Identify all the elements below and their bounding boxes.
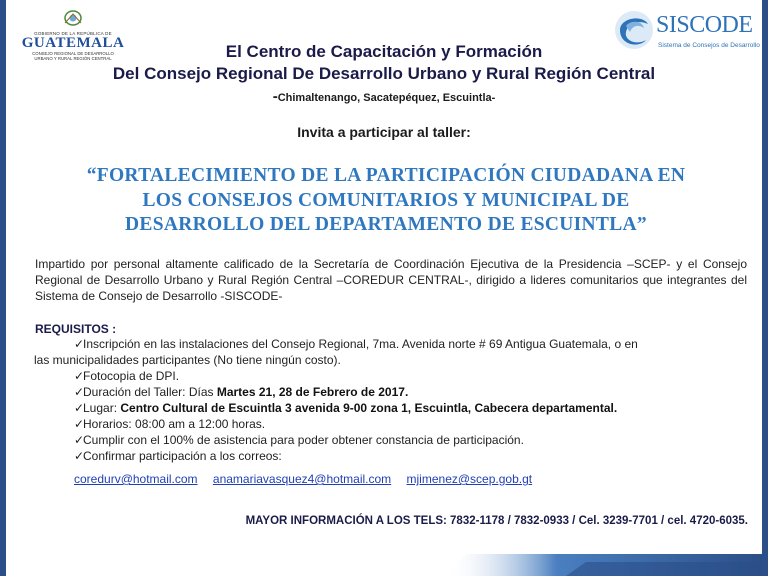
intro-paragraph: Impartido por personal altamente calificado de la Secretaría de Coordinación Ejecutiva de la Presidencia –SCEP- y el Consejo Regional de Desarrollo Urbano y Rural Región Central –COREDUR CENTRAL-, dirigido a lideres comunitarios que integrantes del Sistema de Consejo de Desarrollo -SISCODE- <box>35 257 747 303</box>
email-link-coredur[interactable]: coredurv@hotmail.com <box>74 472 198 486</box>
requirements-label: REQUISITOS : <box>35 322 117 336</box>
invite-line: Invita a participar al taller: <box>297 124 471 140</box>
requirement-text: Cumplir con el 100% de asistencia para poder obtener constancia de participación. <box>83 433 524 447</box>
email-link-scep[interactable]: mjimenez@scep.gob.gt <box>406 472 533 486</box>
header-line-3 <box>6 88 762 105</box>
siscode-subtitle: Sistema de Consejos de Desarrollo <box>658 42 760 49</box>
requirement-item <box>74 384 746 400</box>
requirement-item <box>74 400 746 416</box>
coat-of-arms-icon <box>60 10 86 26</box>
requirement-item <box>74 448 746 464</box>
checkmark-icon: ✓ <box>74 385 85 399</box>
requirement-text: Fotocopia de DPI. <box>83 369 180 383</box>
contact-phones: MAYOR INFORMACIÓN A LOS TELS: 7832-1178 / 7832-0933 / Cel. 3239-7701 / cel. 4720-6035. <box>245 515 748 527</box>
workshop-venue: Centro Cultural de Escuintla 3 avenida 9-00 zona 1, Escuintla, Cabecera departamental. <box>120 401 618 415</box>
requirement-text: Inscripción en las instalaciones del Consejo Regional, 7ma. Avenida norte # 69 Antigua Guatemala, o en <box>83 337 638 351</box>
siscode-name: SISCODE <box>656 12 753 38</box>
checkmark-icon: ✓ <box>74 401 85 415</box>
checkmark-icon: ✓ <box>74 449 85 463</box>
requirement-item <box>74 416 746 432</box>
requirement-text: Duración del Taller: Días <box>83 385 217 399</box>
checkmark-icon: ✓ <box>74 369 85 383</box>
requirement-text-continued: las municipalidades participantes (No tiene ningún costo). <box>34 353 341 367</box>
logo-sub-line-2: URBANO Y RURAL REGIÓN CENTRAL <box>34 56 112 61</box>
workshop-dates: Martes 21, 28 de Febrero de 2017. <box>216 385 409 399</box>
requirement-text: Confirmar participación a los correos: <box>83 449 282 463</box>
requirement-text: Lugar: <box>83 401 121 415</box>
checkmark-icon: ✓ <box>74 337 85 351</box>
requirement-item <box>74 368 746 384</box>
checkmark-icon: ✓ <box>74 417 85 431</box>
header-departments: Chimaltenango, Sacatepéquez, Escuintla- <box>277 92 496 104</box>
requirement-text: Horarios: 08:00 am a 12:00 horas. <box>83 417 266 431</box>
flyer-page <box>6 0 762 576</box>
checkmark-icon: ✓ <box>74 433 85 447</box>
header-line-2: Del Consejo Regional De Desarrollo Urbano y Rural Región Central <box>112 64 656 83</box>
logo-top-line: GOBIERNO DE LA REPÚBLICA DE <box>34 31 112 36</box>
decorative-bottom-bar <box>446 546 762 576</box>
requirement-item <box>74 432 746 448</box>
requirements-list <box>34 336 746 464</box>
workshop-title-line-3: DESARROLLO DEL DEPARTAMENTO DE ESCUINTLA” <box>125 214 647 235</box>
workshop-title-line-2: LOS CONSEJOS COMUNITARIOS Y MUNICIPAL DE <box>142 189 630 211</box>
email-link-anamaria[interactable]: anamariavasquez4@hotmail.com <box>212 472 392 486</box>
header-dash: - <box>272 88 278 105</box>
workshop-title-line-1: “FORTALECIMIENTO DE LA PARTICIPACIÓN CIUDADANA EN <box>86 165 686 186</box>
logo-sub-line-1: CONSEJO REGIONAL DE DESARROLLO <box>32 51 114 56</box>
requirement-item <box>34 336 746 368</box>
header-line-1: El Centro de Capacitación y Formación <box>225 42 543 61</box>
logo-country: GUATEMALA <box>21 35 125 51</box>
workshop-title <box>36 164 736 238</box>
email-links <box>74 472 544 486</box>
